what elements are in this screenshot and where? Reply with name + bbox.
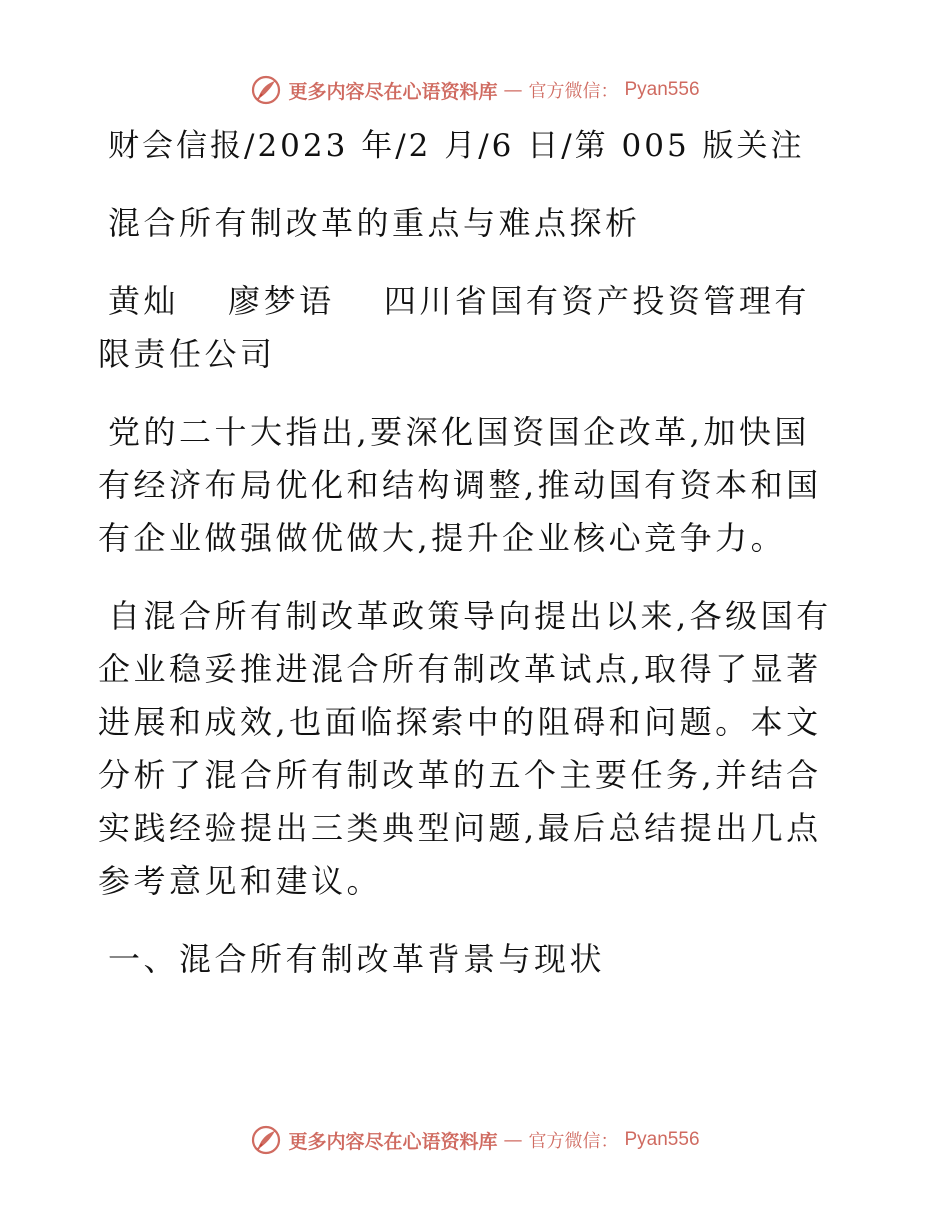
source-line: 财会信报/2023 年/2 月/6 日/第 005 版关注: [108, 128, 805, 164]
feather-pen-logo-icon: [250, 74, 282, 106]
watermark-top: [0, 70, 950, 110]
section-heading: 一、混合所有制改革背景与现状: [108, 940, 606, 978]
watermark-wechat-id: Pyan556: [624, 1129, 700, 1150]
watermark-separator: —: [503, 79, 523, 101]
watermark-site-text: 更多内容尽在心语资料库: [288, 80, 498, 103]
feather-pen-logo-icon: [250, 1124, 282, 1156]
watermark-wechat-id: Pyan556: [624, 79, 700, 100]
document-body: [98, 120, 838, 1011]
watermark-official-label: 官方微信：: [528, 1131, 619, 1152]
paragraph: 自混合所有制改革政策导向提出以来,各级国有企业稳妥推进混合所有制改革试点,取得了显著进展和成效,也面临探索中的阻碍和问题。本文分析了混合所有制改革的五个主要任务,并结合实践经验提出三类典型问题,最后总结提出几点参考意见和建议。: [98, 597, 832, 900]
article-authors: 黄灿 廖梦语 四川省国有资产投资管理有限责任公司: [98, 282, 810, 373]
watermark-site-text: 更多内容尽在心语资料库: [288, 1130, 498, 1153]
paragraph: 党的二十大指出,要深化国资国企改革,加快国有经济布局优化和结构调整,推动国有资本和国有企业做强做优做大,提升企业核心竞争力。: [98, 413, 822, 557]
watermark-separator: —: [503, 1129, 523, 1151]
watermark-official-label: 官方微信：: [528, 81, 619, 102]
watermark-bottom: [0, 1120, 950, 1160]
article-title: 混合所有制改革的重点与难点探析: [108, 204, 641, 242]
